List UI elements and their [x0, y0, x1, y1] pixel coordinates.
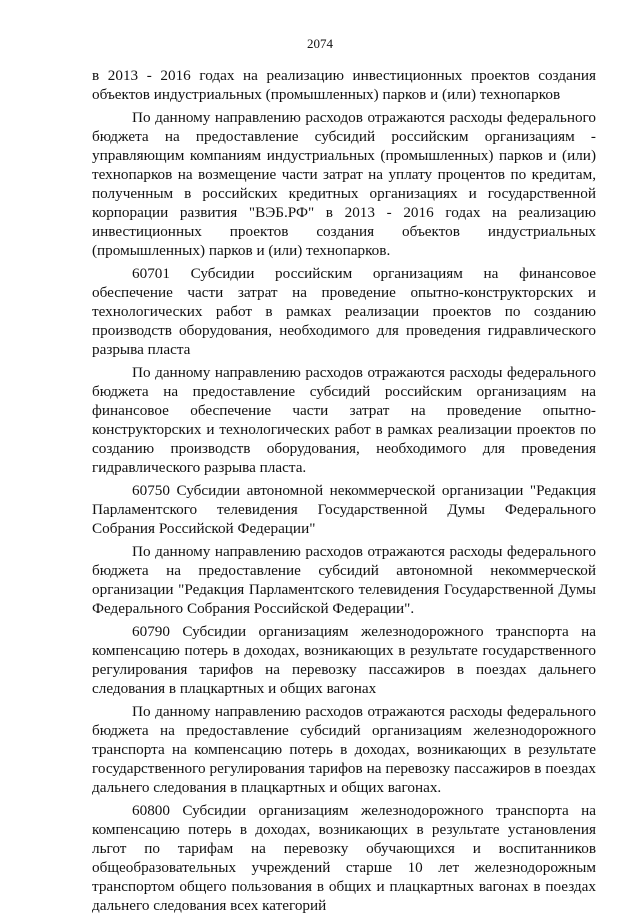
paragraph-continuation: в 2013 - 2016 годах на реализацию инвестиционных проектов создания объектов индустриальных (промышленных) парков и (или) технопарков	[92, 67, 596, 103]
paragraph-description: По данному направлению расходов отражаются расходы федерального бюджета на предоставление субсидий автономной некоммерческой организации "Редакция Парламентского телевидения Государственной Думы Федерального Собрания Российской Федерации".	[92, 543, 596, 617]
paragraph-code-60790: 60790 Субсидии организациям железнодорожного транспорта на компенсацию потерь в доходах, возникающих в результате государственного регулирования тарифов на перевозку пассажиров в поездах дальнего следования в плацкартных и общих вагонах	[92, 623, 596, 697]
document-body	[92, 66, 596, 919]
paragraph-description: По данному направлению расходов отражаются расходы федерального бюджета на предоставление субсидий российским организациям на финансовое обеспечение части затрат на проведение опытно-конструкторских и технологических работ в рамках реализации проектов по созданию производств оборудования, необходимого для проведения гидравлического разрыва пласта.	[92, 364, 596, 476]
paragraph-description: По данному направлению расходов отражаются расходы федерального бюджета на предоставление субсидий российским организациям - управляющим компаниям индустриальных (промышленных) парков и (или) технопарков на возмещение части затрат на уплату процентов по кредитам, полученным в российских кредитных организациях и государственной корпорации развития "ВЭБ.РФ" в 2013 - 2016 годах на реализацию инвестиционных проектов создания объектов индустриальных (промышленных) парков и (или) технопарков.	[92, 109, 596, 259]
paragraph-code-60750: 60750 Субсидии автономной некоммерческой организации "Редакция Парламентского телевидения Государственной Думы Федерального Собрания Российской Федерации"	[92, 482, 596, 537]
paragraph-description: По данному направлению расходов отражаются расходы федерального бюджета на предоставление субсидий организациям железнодорожного транспорта на компенсацию потерь в доходах, возникающих в результате государственного регулирования тарифов на перевозку пассажиров в поездах дальнего следования в плацкартных и общих вагонах.	[92, 703, 596, 796]
page-number: 2074	[307, 36, 333, 51]
paragraph-code-60701: 60701 Субсидии российским организациям на финансовое обеспечение части затрат на проведение опытно-конструкторских и технологических работ в рамках реализации проектов по созданию производств оборудования, необходимого для проведения гидравлического разрыва пласта	[92, 265, 596, 358]
paragraph-code-60800: 60800 Субсидии организациям железнодорожного транспорта на компенсацию потерь в доходах, возникающих в результате установления льгот по тарифам на перевозку обучающихся и воспитанников общеобразовательных учреждений старше 10 лет железнодорожным транспортом общего пользования в общих и плацкартных вагонах в поездах дальнего следования всех категорий	[92, 802, 596, 914]
